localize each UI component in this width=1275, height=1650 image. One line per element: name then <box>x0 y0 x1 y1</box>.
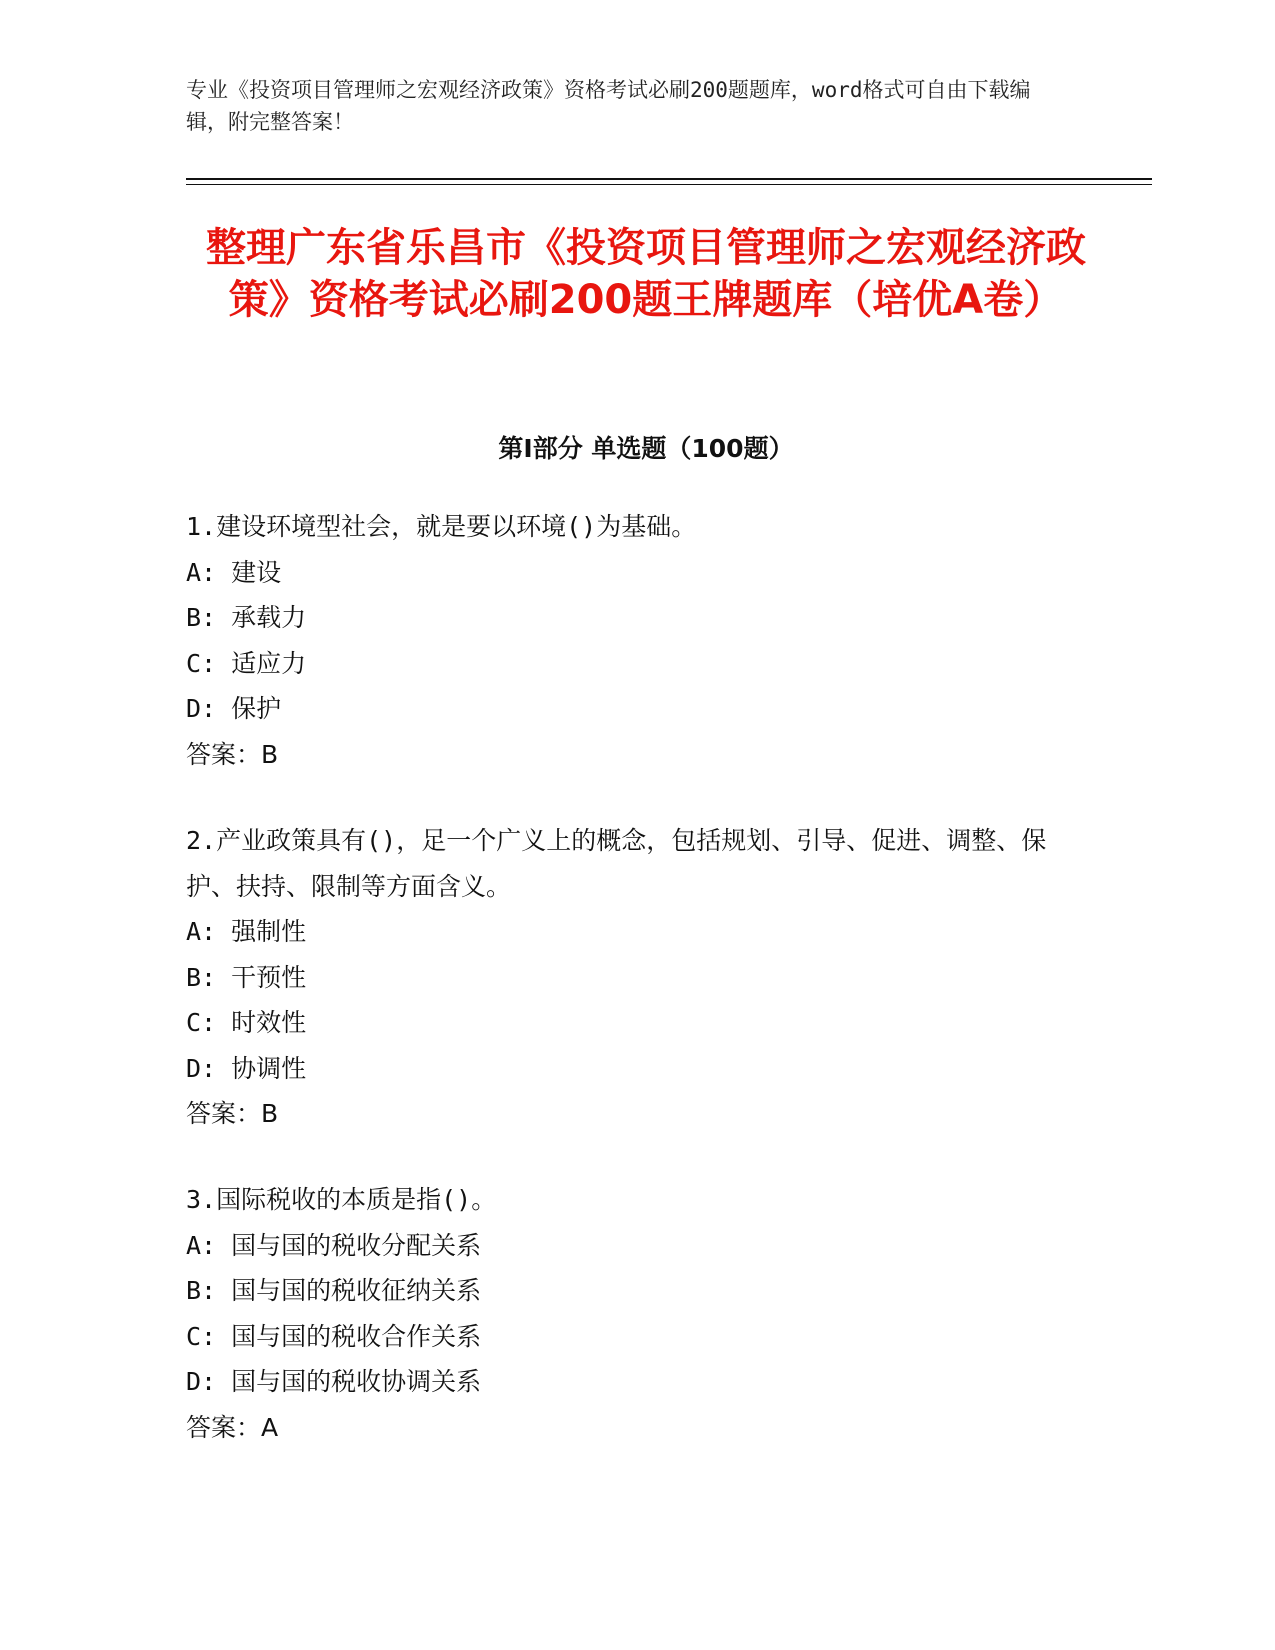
option-b: B: 干预性 <box>186 962 307 992</box>
question-1 <box>186 504 1076 777</box>
question-text: 1.建设环境型社会，就是要以环境()为基础。 <box>186 512 697 541</box>
option-d: D: 协调性 <box>186 1053 307 1083</box>
option-d: D: 国与国的税收协调关系 <box>186 1367 482 1396</box>
header-note: 专业《投资项目管理师之宏观经济政策》资格考试必刷200题题库，word格式可自由下载编辑，附完整答案！ <box>186 78 1031 134</box>
option-b: B: 承载力 <box>186 603 307 632</box>
question-text: 2.产业政策具有()，足一个广义上的概念，包括规划、引导、促进、调整、保护、扶持、限制等方面含义。 <box>186 826 1047 901</box>
option-d: D: 保护 <box>186 694 282 723</box>
section-title: 第I部分 单选题（100题） <box>498 434 794 463</box>
document-title: 整理广东省乐昌市《投资项目管理师之宏观经济政策》资格考试必刷200题王牌题库（培优A卷） <box>206 225 1086 323</box>
question-text: 3.国际税收的本质是指()。 <box>186 1185 497 1214</box>
option-c: C: 适应力 <box>186 648 307 678</box>
answer: 答案：B <box>186 739 279 769</box>
option-a: A: 国与国的税收分配关系 <box>186 1230 482 1260</box>
header-rule-thick <box>186 178 1152 180</box>
question-2 <box>186 818 1076 1137</box>
header-rule-thin <box>186 184 1152 185</box>
answer: 答案：B <box>186 1099 279 1128</box>
option-c: C: 时效性 <box>186 1008 307 1037</box>
option-b: B: 国与国的税收征纳关系 <box>186 1276 482 1305</box>
option-a: A: 建设 <box>186 557 282 587</box>
answer: 答案：A <box>186 1412 279 1442</box>
option-a: A: 强制性 <box>186 917 307 946</box>
option-c: C: 国与国的税收合作关系 <box>186 1321 482 1351</box>
question-3 <box>186 1177 1076 1450</box>
